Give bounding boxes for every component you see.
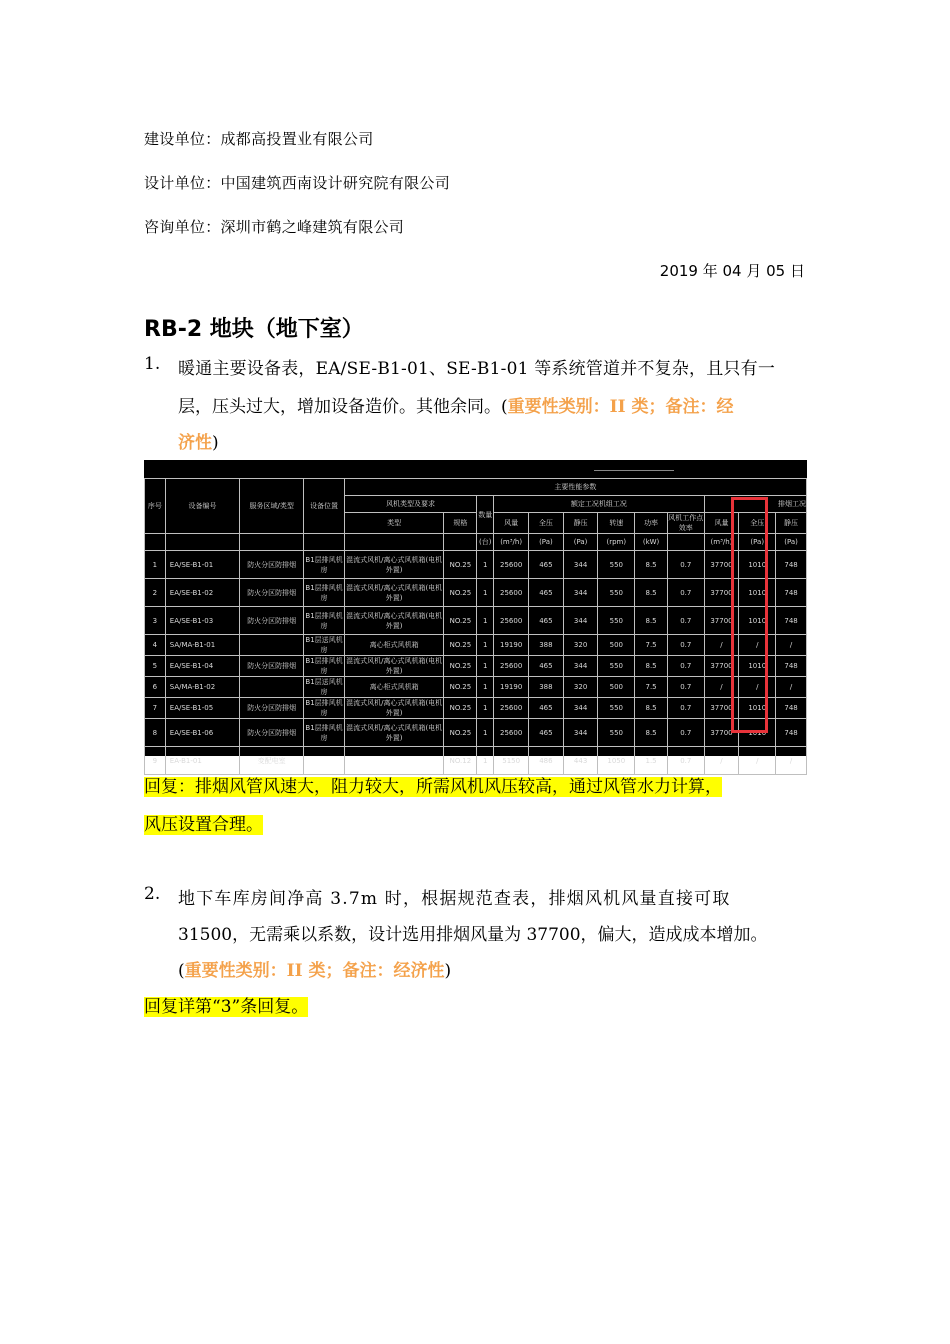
table-cell: / xyxy=(704,747,739,775)
table-cell: / xyxy=(704,635,739,656)
table-cell: 550 xyxy=(598,607,635,635)
design-unit: 设计单位：中国建筑西南设计研究院有限公司 xyxy=(144,174,451,192)
table-cell: 7.5 xyxy=(635,677,668,698)
table-cell: 0.7 xyxy=(667,747,704,775)
unit-power: (kW) xyxy=(635,534,668,551)
table-cell: 25600 xyxy=(494,698,529,719)
table-cell: B1层送风机房 xyxy=(305,636,343,654)
table-row xyxy=(145,656,807,677)
table-cell: 465 xyxy=(529,607,564,635)
table-cell: 防火分区防排烟 xyxy=(240,719,304,747)
table-cell: SA/MA-B1-01 xyxy=(165,635,239,656)
table-cell: 320 xyxy=(563,635,598,656)
table-cell xyxy=(240,677,304,698)
table-cell: 8.5 xyxy=(635,698,668,719)
table-row xyxy=(145,579,807,607)
th-smoke-total: 全压 xyxy=(739,513,776,534)
table-cell: NO.25 xyxy=(444,579,477,607)
table-cell: 0.7 xyxy=(667,719,704,747)
item1-importance-tag: 重要性类别：II 类；备注：经 xyxy=(507,397,734,417)
table-cell: 7.5 xyxy=(635,635,668,656)
table-cell: 37700 xyxy=(704,579,739,607)
table-cell: B1层送风机房 xyxy=(305,678,343,696)
table-cell xyxy=(240,635,304,656)
table-cell: 465 xyxy=(529,698,564,719)
table-cell: NO.25 xyxy=(444,656,477,677)
table-cell: / xyxy=(776,747,807,775)
table-cell: 混流式风机/离心式风机箱(电机外置) xyxy=(344,607,444,635)
table-cell: 0.7 xyxy=(667,635,704,656)
table-cell: 混流式风机/离心式风机箱(电机外置) xyxy=(346,699,443,717)
table-row xyxy=(145,719,807,747)
table-cell: 486 xyxy=(529,747,564,775)
item1-reply-line1 xyxy=(144,772,722,797)
item1-reply-line2 xyxy=(144,810,263,835)
table-cell: 1 xyxy=(477,677,494,698)
unit-speed: (rpm) xyxy=(598,534,635,551)
table-cell: 5 xyxy=(145,656,166,677)
item2-line2: 31500，无需乘以系数，设计选用排烟风量为 37700，偏大，造成成本增加。 xyxy=(178,925,768,945)
table-cell: 防火分区防排烟 xyxy=(240,698,304,719)
table-cell: 0.7 xyxy=(667,656,704,677)
table-cell: 8.5 xyxy=(635,551,668,579)
table-cell: 19190 xyxy=(494,677,529,698)
table-cell: 1 xyxy=(477,719,494,747)
table-cell: 550 xyxy=(598,551,635,579)
table-cell: B1层排风机房 xyxy=(304,551,345,579)
th-location: 设备位置 xyxy=(304,479,345,534)
table-cell: 550 xyxy=(598,579,635,607)
table-cell: B1层排风机房 xyxy=(305,657,343,675)
table-row xyxy=(145,635,807,656)
item2-close-paren: ) xyxy=(444,961,452,981)
item1-reply-text2: 风压设置合理。 xyxy=(144,815,263,835)
th-power: 功率 xyxy=(635,513,668,534)
th-fan-type: 风机类型及要求 xyxy=(344,496,477,513)
table-cell: 465 xyxy=(529,656,564,677)
unit-airflow: (m³/h) xyxy=(494,534,529,551)
item1-reply-text1: 回复：排烟风管风速大，阻力较大，所需风机风压较高，通过风管水力计算， xyxy=(144,777,722,797)
table-cell: 1 xyxy=(477,579,494,607)
table-cell: NO.25 xyxy=(444,607,477,635)
table-cell: 37700 xyxy=(704,698,739,719)
table-cell: EA/SE-B1-02 xyxy=(165,579,239,607)
table-cell: B1层排风机房 xyxy=(304,579,345,607)
table-cell: B1层排风机房 xyxy=(304,607,345,635)
item1-number: 1. xyxy=(144,354,161,374)
item1-importance-tag-cont: 济性 xyxy=(178,433,212,453)
item1-line2-text: 层，压头过大，增加设备造价。其他余同。( xyxy=(178,397,508,417)
table-cell: 防火分区防排烟 xyxy=(240,551,304,579)
table-cell: 465 xyxy=(529,719,564,747)
table-row xyxy=(145,677,807,698)
table-cell: EA/SE-B1-03 xyxy=(165,607,239,635)
th-speed: 转速 xyxy=(598,513,635,534)
table-cell: 748 xyxy=(776,719,807,747)
table-cell: 1 xyxy=(477,656,494,677)
table-cell: 防火分区防排烟 xyxy=(240,607,304,635)
table-cell: 344 xyxy=(563,719,598,747)
table-cell: 1 xyxy=(477,607,494,635)
table-cell: 37700 xyxy=(704,656,739,677)
table-cell: 混流式风机/离心式风机箱(电机外置) xyxy=(346,657,443,675)
table-cell: 37700 xyxy=(704,719,739,747)
table-cell: EA/SE-B1-06 xyxy=(165,719,239,747)
table-cell: / xyxy=(776,635,807,656)
item2-line3 xyxy=(178,956,451,981)
table-cell: 1050 xyxy=(598,747,635,775)
table-cell: 0.7 xyxy=(667,607,704,635)
highlight-box-total-pressure xyxy=(731,497,768,733)
table-cell: 8.5 xyxy=(635,719,668,747)
table-cell: 748 xyxy=(776,579,807,607)
th-airflow: 风量 xyxy=(494,513,529,534)
table-cell: 388 xyxy=(529,635,564,656)
th-smoke-airflow: 风量 xyxy=(704,513,739,534)
table-cell: 1 xyxy=(145,551,166,579)
table-cell: 37700 xyxy=(704,607,739,635)
table-cell: NO.25 xyxy=(444,635,477,656)
table-cell: 离心柜式风机箱 xyxy=(344,677,444,698)
table-row xyxy=(145,747,807,775)
table-cell: 0.7 xyxy=(667,579,704,607)
table-cell: EA/SE-B1-05 xyxy=(165,698,239,719)
item1-line1: 暖通主要设备表，EA/SE-B1-01、SE-B1-01 等系统管道并不复杂，且只有一 xyxy=(178,359,776,379)
table-cell: NO.25 xyxy=(444,698,477,719)
unit-smoke-total: (Pa) xyxy=(739,534,776,551)
equipment-table-screenshot xyxy=(144,460,807,765)
th-group: 主要性能参数 xyxy=(344,479,806,496)
table-cell: NO.25 xyxy=(444,719,477,747)
th-no: 序号 xyxy=(145,479,166,534)
table-cell: 465 xyxy=(529,551,564,579)
table-cell: 550 xyxy=(598,698,635,719)
table-cell: 1 xyxy=(477,635,494,656)
table-cell: 8 xyxy=(145,719,166,747)
consulting-unit: 咨询单位：深圳市鹤之峰建筑有限公司 xyxy=(144,218,405,236)
table-row xyxy=(145,698,807,719)
table-cell: 0.7 xyxy=(667,677,704,698)
table-cell: 8.5 xyxy=(635,607,668,635)
table-cell: 9 xyxy=(145,747,166,775)
table-cell: 25600 xyxy=(494,551,529,579)
table-cell: 37700 xyxy=(704,551,739,579)
table-cell: 25600 xyxy=(494,656,529,677)
table-cell: 1010 xyxy=(739,698,776,719)
table-cell: 25600 xyxy=(494,607,529,635)
item2-line1: 地下车库房间净高 3.7m 时，根据规范查表，排烟风机风量直接可取 xyxy=(178,889,731,909)
table-cell: 7 xyxy=(145,698,166,719)
table-cell: 748 xyxy=(776,698,807,719)
table-cell: 1 xyxy=(477,551,494,579)
unit-eff xyxy=(667,534,704,551)
table-cell: 1 xyxy=(477,747,494,775)
table-cell: NO.25 xyxy=(444,551,477,579)
table-cell: 4 xyxy=(145,635,166,656)
item2-number: 2. xyxy=(144,884,161,904)
table-top-title xyxy=(594,460,674,471)
th-total-pressure: 全压 xyxy=(529,513,564,534)
table-cell: 1 xyxy=(477,698,494,719)
table-cell: 0.7 xyxy=(667,698,704,719)
table-cell: 443 xyxy=(563,747,598,775)
item2-reply-text: 回复详第“3”条回复。 xyxy=(144,997,309,1017)
table-header-row-1 xyxy=(145,479,807,496)
table-cell: 1010 xyxy=(739,719,776,747)
th-rated: 额定工况机组工况 xyxy=(494,496,704,513)
table-cell: NO.25 xyxy=(444,677,477,698)
table-cell: 防火分区防排烟 xyxy=(240,656,304,677)
th-spec: 规格 xyxy=(444,513,477,534)
table-cell: 3 xyxy=(145,607,166,635)
table-cell: 344 xyxy=(563,607,598,635)
th-static-pressure: 静压 xyxy=(563,513,598,534)
table-cell: 500 xyxy=(598,677,635,698)
unit-total: (Pa) xyxy=(529,534,564,551)
table-cell: 344 xyxy=(563,656,598,677)
table-cell: 1010 xyxy=(739,579,776,607)
table-cell: 465 xyxy=(529,579,564,607)
unit-static: (Pa) xyxy=(563,534,598,551)
table-cell: 8.5 xyxy=(635,656,668,677)
table-cell xyxy=(304,747,345,775)
table-cell: 变配电室 xyxy=(240,747,304,775)
table-cell: B1层排风机房 xyxy=(305,699,343,717)
th-smoke-static: 静压 xyxy=(776,513,807,534)
table-cell: 344 xyxy=(563,551,598,579)
table-cell: 6 xyxy=(145,677,166,698)
table-cell: NO.12 xyxy=(444,747,477,775)
item1-line2 xyxy=(178,392,733,417)
table-cell: EA/SE-B1-04 xyxy=(165,656,239,677)
th-area: 服务区域/类型 xyxy=(240,479,304,534)
table-cell: / xyxy=(739,747,776,775)
table-row xyxy=(145,607,807,635)
th-qty: 数量 xyxy=(477,496,494,534)
table-cell: 1010 xyxy=(739,656,776,677)
table-cell: 25600 xyxy=(494,719,529,747)
table-cell: 混流式风机/离心式风机箱(电机外置) xyxy=(344,551,444,579)
table-cell: 8.5 xyxy=(635,579,668,607)
table-units-row xyxy=(145,534,807,551)
construction-unit: 建设单位：成都高投置业有限公司 xyxy=(144,130,374,148)
table-cell: 550 xyxy=(598,719,635,747)
table-cell: 1010 xyxy=(739,551,776,579)
th-efficiency: 风机工作点效率 xyxy=(668,514,704,532)
item1-close-paren: ) xyxy=(212,433,219,453)
table-cell: 320 xyxy=(563,677,598,698)
item2-reply xyxy=(144,992,308,1017)
table-cell: 2 xyxy=(145,579,166,607)
table-cell xyxy=(344,747,444,775)
equipment-table xyxy=(144,478,807,775)
th-code: 设备编号 xyxy=(165,479,239,534)
table-cell: EA-B1-01 xyxy=(165,747,239,775)
table-cell: / xyxy=(739,635,776,656)
table-cell: 1010 xyxy=(739,607,776,635)
table-cell: 0.7 xyxy=(667,551,704,579)
table-row xyxy=(145,551,807,579)
table-cell: / xyxy=(739,677,776,698)
document-date: 2019 年 04 月 05 日 xyxy=(659,262,805,280)
table-cell: 344 xyxy=(563,579,598,607)
table-cell: / xyxy=(776,677,807,698)
table-cell: 5150 xyxy=(494,747,529,775)
table-cell: 防火分区防排烟 xyxy=(240,579,304,607)
table-cell: 388 xyxy=(529,677,564,698)
table-cell: 1.5 xyxy=(635,747,668,775)
table-cell: 500 xyxy=(598,635,635,656)
table-cell: 19190 xyxy=(494,635,529,656)
table-cell: 25600 xyxy=(494,579,529,607)
table-cell: 混流式风机/离心式风机箱(电机外置) xyxy=(344,719,444,747)
table-cell: 748 xyxy=(776,607,807,635)
table-cell: EA/SE-B1-01 xyxy=(165,551,239,579)
unit-smoke-static: (Pa) xyxy=(776,534,807,551)
section-title: RB-2 地块（地下室） xyxy=(144,317,364,342)
table-cell: B1层排风机房 xyxy=(304,719,345,747)
table-cell: SA/MA-B1-02 xyxy=(165,677,239,698)
table-body xyxy=(145,551,807,775)
table-cell: 748 xyxy=(776,656,807,677)
th-smoke: 排烟工况 xyxy=(704,496,806,513)
unit-qty: (台) xyxy=(477,534,494,551)
item1-line3 xyxy=(178,428,219,453)
unit-smoke-airflow: (m³/h) xyxy=(704,534,739,551)
table-cell: 混流式风机/离心式风机箱(电机外置) xyxy=(344,579,444,607)
table-cell: / xyxy=(704,677,739,698)
item2-importance-tag: 重要性类别：II 类；备注：经济性 xyxy=(184,961,445,981)
table-cell: 离心柜式风机箱 xyxy=(344,635,444,656)
item2-open-paren: ( xyxy=(178,961,185,981)
table-cell: 550 xyxy=(598,656,635,677)
th-type: 类型 xyxy=(344,513,444,534)
table-cell: 748 xyxy=(776,551,807,579)
table-cell: 344 xyxy=(563,698,598,719)
